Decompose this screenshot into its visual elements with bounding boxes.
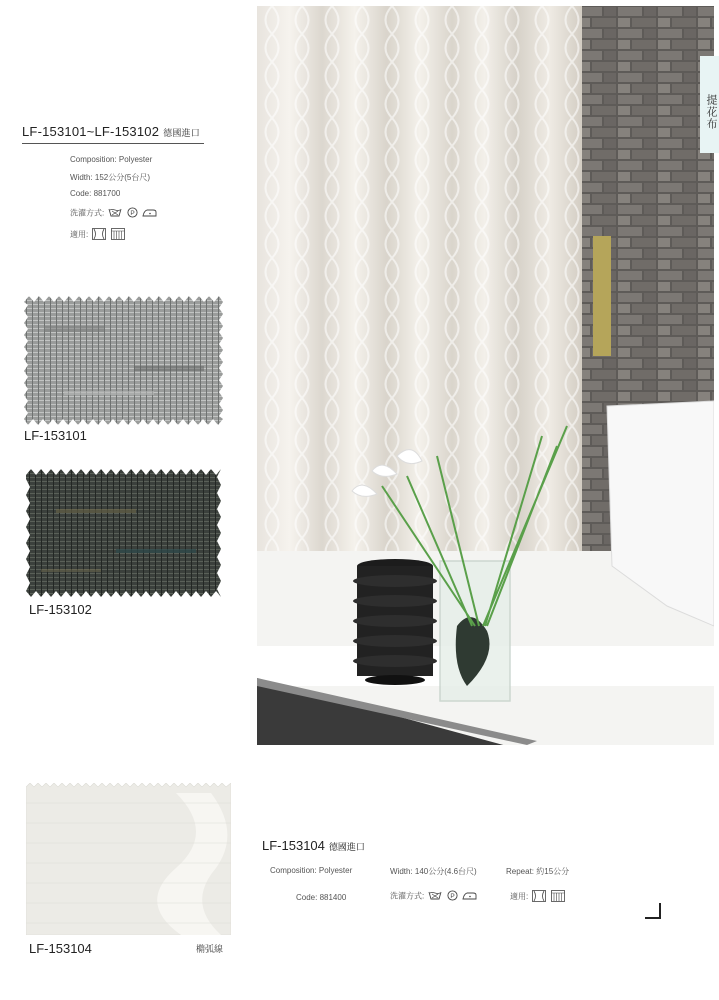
code-spec: Code: 881700 bbox=[70, 189, 121, 198]
wash-instructions-bottom bbox=[390, 890, 477, 903]
category-tag: 提花布 bbox=[700, 56, 719, 153]
apply-label-bottom: 適用: bbox=[510, 892, 529, 902]
wash-label: 洗濯方式: bbox=[70, 208, 105, 218]
repeat-spec: Repeat: 約15公分 bbox=[506, 867, 570, 876]
dry-clean-p-icon bbox=[447, 890, 458, 903]
pattern-name: 橢弧線 bbox=[196, 944, 224, 954]
application-spec-bottom bbox=[510, 890, 565, 904]
code-spec-bottom: Code: 881400 bbox=[296, 893, 347, 902]
curtain-icon bbox=[92, 228, 106, 242]
apply-label: 適用: bbox=[70, 230, 89, 240]
drape-panel-icon bbox=[551, 890, 565, 904]
swatch-label-lf153101: LF-153101 bbox=[24, 428, 87, 443]
room-photo bbox=[257, 6, 714, 745]
drape-panel-icon bbox=[111, 228, 125, 242]
application-spec bbox=[70, 228, 125, 242]
swatch-label-lf153102: LF-153102 bbox=[29, 602, 92, 617]
wash-tub-icon bbox=[108, 208, 122, 219]
width-spec-bottom: Width: 140公分(4.6台尺) bbox=[390, 867, 477, 876]
svg-text:P: P bbox=[130, 210, 135, 217]
product-code-range: LF-153101~LF-153102 bbox=[22, 124, 160, 139]
fabric-swatch-lf153104 bbox=[26, 783, 231, 935]
wash-label-bottom: 洗濯方式: bbox=[390, 891, 425, 901]
composition-spec: Composition: Polyester bbox=[70, 155, 153, 164]
swatch-label-lf153104: LF-153104 bbox=[29, 941, 92, 956]
curtain-icon bbox=[532, 890, 546, 904]
width-spec: Width: 152公分(5台尺) bbox=[70, 173, 151, 182]
product-title-bottom bbox=[262, 838, 365, 853]
product-origin: 德國進口 bbox=[163, 128, 200, 138]
fabric-swatch-lf153102 bbox=[26, 469, 221, 597]
product-origin-bottom: 德國進口 bbox=[328, 842, 365, 852]
title-underline bbox=[22, 143, 204, 144]
composition-spec-bottom: Composition: Polyester bbox=[270, 866, 353, 875]
iron-icon bbox=[462, 891, 477, 902]
wash-tub-icon bbox=[428, 891, 442, 902]
product-title-top bbox=[22, 124, 200, 139]
svg-text:P: P bbox=[450, 893, 455, 900]
product-code: LF-153104 bbox=[262, 838, 325, 853]
fabric-swatch-lf153101 bbox=[24, 296, 223, 425]
iron-icon bbox=[142, 208, 157, 219]
corner-crop-mark bbox=[645, 903, 661, 919]
wash-instructions bbox=[70, 207, 157, 220]
dry-clean-p-icon bbox=[127, 207, 138, 220]
